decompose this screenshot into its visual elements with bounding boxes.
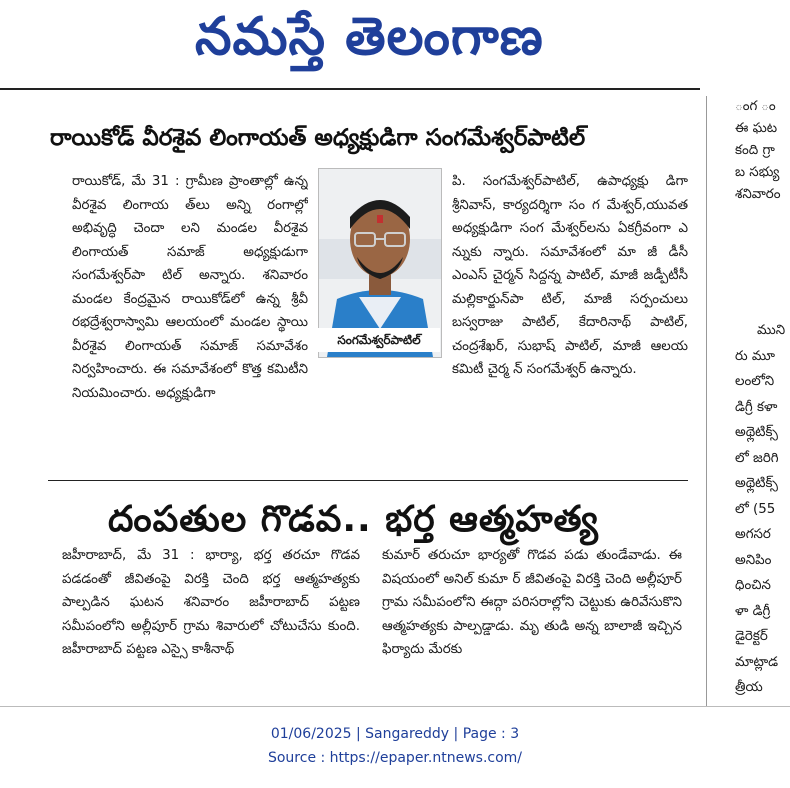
- side-bottom-line: డైరెక్టర్: [735, 629, 768, 644]
- side-bottom-line: ళా డిగ్రీ: [735, 603, 771, 619]
- article2-col1: [62, 544, 360, 704]
- article1-col1: [72, 170, 308, 470]
- side-bottom-line: అథ్లెటిక్స్: [735, 425, 778, 440]
- side-top-line: బ సభ్యు: [735, 165, 780, 180]
- side-top-line: కంది గ్రా: [735, 143, 775, 158]
- side-bottom-line: డిగ్రీ కళా: [735, 399, 778, 415]
- article2-col2: [382, 544, 682, 704]
- article1-headline: రాయికోడ్ వీరశైవ లింగాయత్ అధ్యక్షుడిగా సంగమేశ్వర్‌పాటిల్: [50, 125, 586, 151]
- side-top-line: ంగ ం: [735, 99, 776, 114]
- side-bottom-line: లో (55: [735, 501, 776, 517]
- side-bottom-line: అగసర: [735, 527, 771, 542]
- masthead-title: నమస్తే తెలంగాణ: [195, 7, 544, 67]
- article2-headline: దంపతుల గొడవ.. భర్త ఆత్మహత్య: [108, 499, 599, 540]
- side-bottom-line: అనిపిం: [735, 552, 772, 568]
- side-bottom-line: రు మూ: [735, 348, 775, 364]
- side-bottom-line: మాట్లాడ: [735, 654, 779, 670]
- bottom-rule: [0, 706, 790, 707]
- side-top-line: శనివారం: [735, 187, 781, 202]
- article-divider: [48, 480, 688, 481]
- side-bottom-line: లంలోని: [735, 374, 775, 389]
- side-bottom-line: అథ్లెటిక్స్: [735, 476, 778, 491]
- article1-col1-text: రాయికోడ్, మే 31 : గ్రామీణ ప్రాంతాల్లో ఉన్న వీరశైవ లింగాయ త్‌లు అన్ని రంగాల్లో అభివృద్ధి చెందా లని మండల వీరశైవ లింగాయత్ సమాజ్ అధ్యక్షుడుగా సంగమేశ్వర్‌పా టిల్ అన్నారు. శనివారం మండల కేంద్రమైన రాయికోడ్‌లో ఉన్న శ్రీవీ రభద్రేశ్వరాస్వామి ఆలయంలో మండల స్థాయి వీరశైవ లింగాయత్ సమాజ్ సమావేశం నిర్వహించారు. ఈ సమావేశంలో కొత్త కమిటీని నియమించారు. అధ్యక్షుడిగా: [72, 174, 308, 401]
- top-rule: [0, 88, 700, 90]
- side-top-line: ఈ ఘట: [735, 121, 778, 136]
- column-divider-right: [706, 96, 707, 706]
- side-bottom-line: త్రీయ: [735, 680, 763, 695]
- side-column-top: [735, 96, 790, 216]
- article1-col2: [452, 170, 688, 470]
- side-bottom-line: ముని: [757, 323, 786, 338]
- side-column-bottom: [735, 318, 790, 706]
- side-bottom-line: ధించిన: [735, 578, 771, 593]
- article2-col2-text: కుమార్ తరుచూ భార్యతో గొడవ పడు తుండేవాడు. ఈ విషయంలో అనిల్ కుమా ర్ జీవితంపై విరక్తి చెంది అల్లీపూర్ గ్రామ సమీపంలోని ఈద్గా పరిసరాల్లోని చెట్టుకు ఉరివేసుకొని ఆత్మహత్యకు పాల్పడ్డాడు. మృ తుడి అన్న బాలాజీ ఇచ్చిన ఫిర్యాదు మేరకు: [382, 548, 682, 657]
- footer-date-edition: 01/06/2025 | Sangareddy | Page : 3: [270, 726, 520, 742]
- article1-photo-caption: సంగమేశ్వర్‌పాటిల్: [318, 328, 440, 352]
- article2-col1-text: జహీరాబాద్, మే 31 : భార్యా, భర్త తరచూ గొడవ పడడంతో జీవితంపై విరక్తి చెంది భర్త ఆత్మహత్యకు పాల్పడిన ఘటన శనివారం జహీరాబాద్ పట్టణ సమీపంలోని అల్లీపూర్ గ్రామ శివారులో చోటుచేసు కుంది. జహీరాబాద్ పట్టణ ఎస్సై కాశీనాథ్: [62, 548, 360, 657]
- side-bottom-line: లో జరిగి: [735, 450, 779, 466]
- article1-col2-text: పి. సంగమేశ్వర్‌పాటిల్, ఉపాధ్యక్షు డిగా శ్రీనివాస్, కార్యదర్శిగా సం గ మేశ్వర్,యువత అధ్యక్షుడిగా సంగ మేశ్వర్‌లను ఏకగ్రీవంగా ఎ న్నుకు న్నారు. సమావేశంలో మా జీ డీసీ ఎంఎస్ చైర్మన్ సిద్దన్న పాటిల్, మాజీ జడ్పీటీసీ మల్లికార్జున్‌పా టిల్, మాజీ సర్పంచులు బస్వరాజు పాటిల్, కేదారినాథ్ పాటిల్, చంద్రశేఖర్, సుభాష్ పాటిల్, మాజీ ఆలయ కమిటీ చైర్మ న్ సంగమేశ్వర్ ఉన్నారు.: [452, 174, 688, 377]
- footer-source: Source : https://epaper.ntnews.com/: [267, 750, 523, 766]
